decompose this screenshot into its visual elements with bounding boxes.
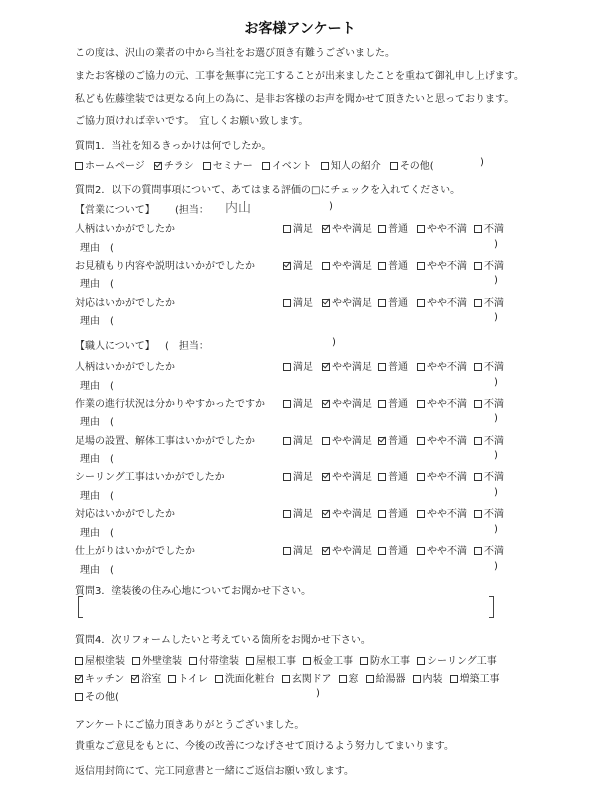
rating-label: 満足 (293, 398, 313, 410)
rating-option[interactable] (474, 358, 504, 373)
checkbox-icon[interactable] (283, 510, 291, 518)
rating-row (75, 257, 515, 272)
q4-option-label: 洗面化粧台 (224, 674, 275, 685)
rating-label: やや満足 (332, 472, 372, 484)
rating-row (75, 432, 515, 447)
rating-label: 不満 (484, 435, 504, 447)
rating-option[interactable] (322, 220, 372, 235)
tantou-close: ) (329, 201, 333, 212)
q4-option[interactable] (413, 670, 443, 685)
q4-option[interactable] (360, 652, 410, 667)
rating-option[interactable] (322, 358, 372, 373)
rating-label: 不満 (484, 260, 504, 272)
rating-label: やや不満 (427, 297, 467, 309)
checked-checkbox-icon[interactable] (131, 675, 139, 683)
rating-option[interactable] (474, 257, 504, 272)
rating-row (75, 468, 515, 483)
checkbox-icon[interactable] (378, 225, 386, 233)
rating-label: 満足 (293, 472, 313, 484)
checkbox-icon[interactable] (474, 262, 482, 270)
answer-bracket-right[interactable] (489, 596, 494, 618)
rating-label: やや満足 (332, 297, 372, 309)
checkbox-icon[interactable] (474, 363, 482, 371)
checkbox-icon[interactable] (378, 510, 386, 518)
rating-option[interactable] (417, 358, 467, 373)
rating-label: やや不満 (427, 362, 467, 373)
reason-label: 理由 ( (80, 454, 114, 466)
q4-option-label: シーリング工事 (427, 656, 497, 667)
q1-option-label: ホームページ (85, 161, 145, 172)
q1-option-label: セミナー (212, 161, 253, 172)
rating-option[interactable] (378, 505, 408, 520)
q4-option[interactable] (132, 652, 182, 667)
reason-label: 理由 ( (80, 527, 114, 539)
checkbox-icon[interactable] (417, 400, 425, 408)
checked-checkbox-icon[interactable] (322, 400, 330, 408)
rating-option[interactable] (283, 432, 313, 447)
rating-label: やや満足 (332, 224, 372, 235)
checked-checkbox-icon[interactable] (322, 547, 330, 555)
reason-label: 理由 ( (80, 279, 114, 291)
checkbox-icon[interactable] (322, 262, 330, 270)
rating-label: やや満足 (332, 362, 372, 373)
reason-label: 理由 ( (80, 564, 114, 576)
q4-option[interactable] (246, 652, 296, 667)
rating-label: 普通 (388, 362, 408, 373)
q1-option-label: その他( (399, 161, 434, 172)
q4-options-row (75, 652, 504, 667)
rating-label: 不満 (484, 224, 504, 235)
rating-option[interactable] (417, 468, 467, 483)
rating-label: 満足 (293, 435, 313, 447)
checkbox-icon[interactable] (413, 675, 421, 683)
rating-option[interactable] (378, 395, 408, 410)
rating-option[interactable] (474, 220, 504, 235)
q4-option-label: 屋根工事 (256, 656, 296, 667)
reason-label: 理由 ( (80, 417, 114, 429)
rating-option[interactable] (378, 542, 408, 557)
intro-text: この度は、沢山の業者の中から当社をお選び頂き有難うございました。 (75, 48, 395, 59)
q4-option-label: 窓 (348, 674, 359, 685)
rating-option[interactable] (283, 468, 313, 483)
rating-label: 普通 (388, 509, 408, 521)
rating-option[interactable] (283, 542, 313, 557)
checkbox-icon[interactable] (283, 473, 291, 481)
rating-row (75, 220, 515, 235)
rating-label: 普通 (388, 398, 408, 410)
rating-row (75, 395, 515, 410)
checked-checkbox-icon[interactable] (322, 363, 330, 371)
q4-option[interactable] (339, 670, 359, 685)
checkbox-icon[interactable] (474, 400, 482, 408)
rating-label: やや不満 (427, 260, 467, 272)
q4-options-row (75, 670, 507, 685)
checked-checkbox-icon[interactable] (378, 437, 386, 445)
q4-option-label: 玄関ドア (291, 674, 332, 685)
section-header: 【営業について】 (75, 205, 155, 216)
checkbox-icon[interactable] (474, 510, 482, 518)
q1-options (75, 157, 443, 172)
intro-text: またお客様のご協力の元、工事を無事に完工することが出来ましたことを重ねて御礼申し上げます。 (75, 71, 524, 82)
reason-label: 理由 ( (80, 490, 114, 502)
intro-text: 私ども佐藤塗装では更なる向上の為に、是非お客様のお声を聞かせて頂きたいと思っております。 (75, 94, 515, 105)
reason-close: ) (494, 560, 498, 572)
closing-text: 返信用封筒にて、完工同意書と一緒にご返信お願い致します。 (75, 766, 354, 777)
q4-option[interactable] (282, 670, 332, 685)
reason-close: ) (494, 413, 498, 425)
q4-option-label: 浴室 (141, 674, 162, 685)
q4-option[interactable] (450, 670, 500, 685)
reason-label: 理由 ( (80, 380, 114, 392)
rating-row (75, 542, 515, 557)
q4-option-label: 付帯塗装 (199, 656, 239, 667)
rating-label: やや満足 (332, 435, 372, 447)
question-label: お見積もり内容や説明はいかがでしたか (75, 260, 255, 272)
q4-option-label: 板金工事 (313, 656, 353, 667)
checked-checkbox-icon[interactable] (322, 510, 330, 518)
rating-label: 普通 (388, 546, 408, 557)
checkbox-icon[interactable] (215, 675, 223, 683)
tantou-handwritten-name: 内山 (225, 201, 252, 216)
rating-option[interactable] (378, 432, 408, 447)
reason-close: ) (494, 523, 498, 535)
rating-option[interactable] (474, 432, 504, 447)
answer-bracket-left[interactable] (78, 596, 83, 618)
rating-option[interactable] (378, 358, 408, 373)
rating-row (75, 358, 515, 373)
checkbox-icon[interactable] (75, 693, 83, 701)
checked-checkbox-icon[interactable] (283, 262, 291, 270)
rating-option[interactable] (322, 432, 372, 447)
q1-option-label: チラシ (163, 161, 194, 172)
q4-option[interactable] (303, 652, 353, 667)
reason-close: ) (494, 376, 498, 388)
q4-option-label: 給湯器 (375, 674, 406, 685)
q4-option[interactable] (189, 652, 239, 667)
rating-option[interactable] (474, 294, 504, 309)
closing-text: 貴重なご意見をもとに、今後の改善につなげさせて頂けるよう努力してまいります。 (75, 741, 454, 752)
checked-checkbox-icon[interactable] (154, 162, 162, 170)
checkbox-icon[interactable] (262, 162, 270, 170)
rating-label: 不満 (484, 472, 504, 484)
checkbox-icon[interactable] (378, 299, 386, 307)
checkbox-icon[interactable] (417, 225, 425, 233)
rating-label: やや満足 (332, 398, 372, 410)
intro-text: ご協力頂ければ幸いです。 宜しくお願い致します。 (75, 116, 309, 127)
q4-option-label: その他( (85, 692, 119, 703)
q1-other-close: ) (480, 157, 484, 168)
rating-option[interactable] (417, 395, 467, 410)
tantou-label: (担当： (175, 205, 209, 216)
rating-label: やや満足 (332, 260, 372, 272)
rating-option[interactable] (283, 358, 313, 373)
reason-close: ) (494, 450, 498, 462)
checkbox-icon[interactable] (203, 162, 211, 170)
rating-option[interactable] (283, 294, 313, 309)
checkbox-icon[interactable] (303, 657, 311, 665)
q4-option-label: 屋根塗装 (85, 656, 125, 667)
rating-option[interactable] (474, 468, 504, 483)
checked-checkbox-icon[interactable] (322, 299, 330, 307)
q1-option-label: 知人の紹介 (330, 161, 381, 172)
checkbox-icon[interactable] (75, 162, 83, 170)
q4-option[interactable] (131, 670, 161, 685)
rating-label: 満足 (293, 362, 313, 373)
checkbox-icon[interactable] (417, 437, 425, 445)
rating-row (75, 294, 515, 309)
reason-label: 理由 ( (80, 316, 114, 328)
rating-option[interactable] (283, 395, 313, 410)
rating-label: 普通 (388, 260, 408, 272)
rating-option[interactable] (474, 395, 504, 410)
reason-close: ) (494, 238, 498, 250)
q4-option-label: 防水工事 (370, 656, 410, 667)
q4-option[interactable] (168, 670, 208, 685)
rating-option[interactable] (322, 257, 372, 272)
rating-label: 不満 (484, 398, 504, 410)
q4-option-label: 外壁塗装 (142, 656, 182, 667)
checkbox-icon[interactable] (168, 675, 176, 683)
reason-close: ) (494, 312, 498, 324)
q4-option-label: キッチン (85, 674, 125, 685)
tantou-close: ) (332, 337, 336, 348)
checkbox-icon[interactable] (417, 547, 425, 555)
q4-option-label: トイレ (178, 674, 208, 685)
reason-close: ) (494, 486, 498, 498)
checked-checkbox-icon[interactable] (322, 473, 330, 481)
q4-option-label: 増築工事 (459, 674, 500, 685)
checkbox-icon[interactable] (450, 675, 458, 683)
rating-label: 普通 (388, 435, 408, 447)
rating-label: やや不満 (427, 472, 467, 484)
checkbox-icon[interactable] (417, 363, 425, 371)
question-label: 人柄はいかがでしたか (75, 224, 175, 235)
rating-option[interactable] (322, 395, 372, 410)
q4-option[interactable] (215, 670, 275, 685)
rating-option[interactable] (283, 505, 313, 520)
checkbox-icon[interactable] (474, 299, 482, 307)
q4-option-label: 内装 (422, 674, 443, 685)
checkbox-icon[interactable] (283, 299, 291, 307)
checkbox-icon[interactable] (417, 262, 425, 270)
rating-label: 不満 (484, 297, 504, 309)
rating-label: 普通 (388, 297, 408, 309)
q4-option[interactable] (366, 670, 406, 685)
checkbox-icon[interactable] (378, 363, 386, 371)
rating-option[interactable] (378, 294, 408, 309)
rating-label: 不満 (484, 546, 504, 557)
question-label: 作業の進行状況は分かりやすかったですか (75, 398, 265, 410)
checkbox-icon[interactable] (283, 363, 291, 371)
q1-option-label: イベント (271, 161, 312, 172)
rating-option[interactable] (322, 505, 372, 520)
checkbox-icon[interactable] (283, 400, 291, 408)
checkbox-icon[interactable] (378, 473, 386, 481)
rating-label: 不満 (484, 362, 504, 373)
rating-label: やや不満 (427, 224, 467, 235)
checkbox-icon[interactable] (283, 547, 291, 555)
page-title: お客様アンケート (244, 21, 356, 37)
reason-label: 理由 ( (80, 242, 114, 254)
question-label: シーリング工事はいかがでしたか (75, 472, 225, 484)
checkbox-icon[interactable] (378, 400, 386, 408)
rating-option[interactable] (283, 220, 313, 235)
checkbox-icon[interactable] (366, 675, 374, 683)
rating-option[interactable] (378, 257, 408, 272)
rating-label: 普通 (388, 472, 408, 484)
rating-option[interactable] (322, 542, 372, 557)
rating-option[interactable] (283, 257, 313, 272)
checkbox-icon[interactable] (360, 657, 368, 665)
checkbox-icon[interactable] (390, 162, 398, 170)
q2-heading: 質問2．以下の質問事項について、あてはまる評価の□にチェックを入れてください。 (75, 185, 461, 196)
rating-option[interactable] (417, 220, 467, 235)
rating-row (75, 505, 515, 520)
rating-label: 満足 (293, 224, 313, 235)
checkbox-icon[interactable] (283, 225, 291, 233)
checkbox-icon[interactable] (417, 473, 425, 481)
checkbox-icon[interactable] (474, 437, 482, 445)
rating-label: やや不満 (427, 435, 467, 447)
q3-heading: 質問3．塗装後の住み心地についてお聞かせ下さい。 (75, 586, 312, 597)
section-header: 【職人について】 (75, 341, 155, 352)
rating-option[interactable] (322, 468, 372, 483)
rating-option[interactable] (417, 294, 467, 309)
checkbox-icon[interactable] (474, 473, 482, 481)
rating-label: 満足 (293, 297, 313, 309)
question-label: 対応はいかがでしたか (75, 509, 175, 521)
q1-heading: 質問1．当社を知るきっかけは何でしたか。 (75, 141, 272, 152)
q1-option[interactable] (321, 157, 381, 172)
q1-option[interactable] (154, 157, 194, 172)
rating-option[interactable] (474, 542, 504, 557)
rating-label: 満足 (293, 260, 313, 272)
question-label: 仕上がりはいかがでしたか (75, 546, 195, 557)
checkbox-icon[interactable] (321, 162, 329, 170)
checkbox-icon[interactable] (417, 299, 425, 307)
checkbox-icon[interactable] (189, 657, 197, 665)
checkbox-icon[interactable] (474, 547, 482, 555)
checkbox-icon[interactable] (132, 657, 140, 665)
checkbox-icon[interactable] (75, 657, 83, 665)
q4-option[interactable] (75, 652, 125, 667)
checkbox-icon[interactable] (417, 510, 425, 518)
checkbox-icon[interactable] (322, 437, 330, 445)
tantou-label: ( 担当： (165, 341, 209, 352)
rating-label: やや不満 (427, 509, 467, 521)
rating-option[interactable] (474, 505, 504, 520)
q1-option[interactable] (262, 157, 312, 172)
q4-heading: 質問4．次リフォームしたいと考えている箇所をお聞かせ下さい。 (75, 635, 371, 646)
rating-option[interactable] (417, 257, 467, 272)
rating-option[interactable] (417, 432, 467, 447)
checkbox-icon[interactable] (283, 437, 291, 445)
q4-option[interactable] (75, 670, 124, 685)
q4-option[interactable] (417, 652, 497, 667)
question-label: 対応はいかがでしたか (75, 297, 175, 309)
question-label: 人柄はいかがでしたか (75, 362, 175, 373)
checkbox-icon[interactable] (246, 657, 254, 665)
rating-label: 普通 (388, 224, 408, 235)
checkbox-icon[interactable] (474, 225, 482, 233)
q1-option[interactable] (75, 157, 145, 172)
rating-label: やや不満 (427, 398, 467, 410)
rating-label: 満足 (293, 546, 313, 557)
rating-option[interactable] (322, 294, 372, 309)
q4-other-close: ) (316, 688, 320, 699)
checked-checkbox-icon[interactable] (322, 225, 330, 233)
rating-label: 不満 (484, 509, 504, 521)
rating-option[interactable] (378, 220, 408, 235)
rating-option[interactable] (378, 468, 408, 483)
reason-close: ) (494, 275, 498, 287)
checkbox-icon[interactable] (339, 675, 347, 683)
rating-label: やや満足 (332, 546, 372, 557)
rating-option[interactable] (417, 505, 467, 520)
rating-label: 満足 (293, 509, 313, 521)
checkbox-icon[interactable] (282, 675, 290, 683)
q4-options-row (75, 688, 126, 703)
q4-option[interactable] (75, 688, 119, 703)
question-label: 足場の設置、解体工事はいかがでしたか (75, 435, 255, 447)
checkbox-icon[interactable] (417, 657, 425, 665)
checkbox-icon[interactable] (378, 547, 386, 555)
rating-option[interactable] (417, 542, 467, 557)
rating-label: やや満足 (332, 509, 372, 521)
closing-text: アンケートにご協力頂きありがとうございました。 (75, 720, 305, 731)
checkbox-icon[interactable] (378, 262, 386, 270)
q1-option[interactable] (390, 157, 434, 172)
checked-checkbox-icon[interactable] (75, 675, 83, 683)
q1-option[interactable] (203, 157, 253, 172)
rating-label: やや不満 (427, 546, 467, 557)
